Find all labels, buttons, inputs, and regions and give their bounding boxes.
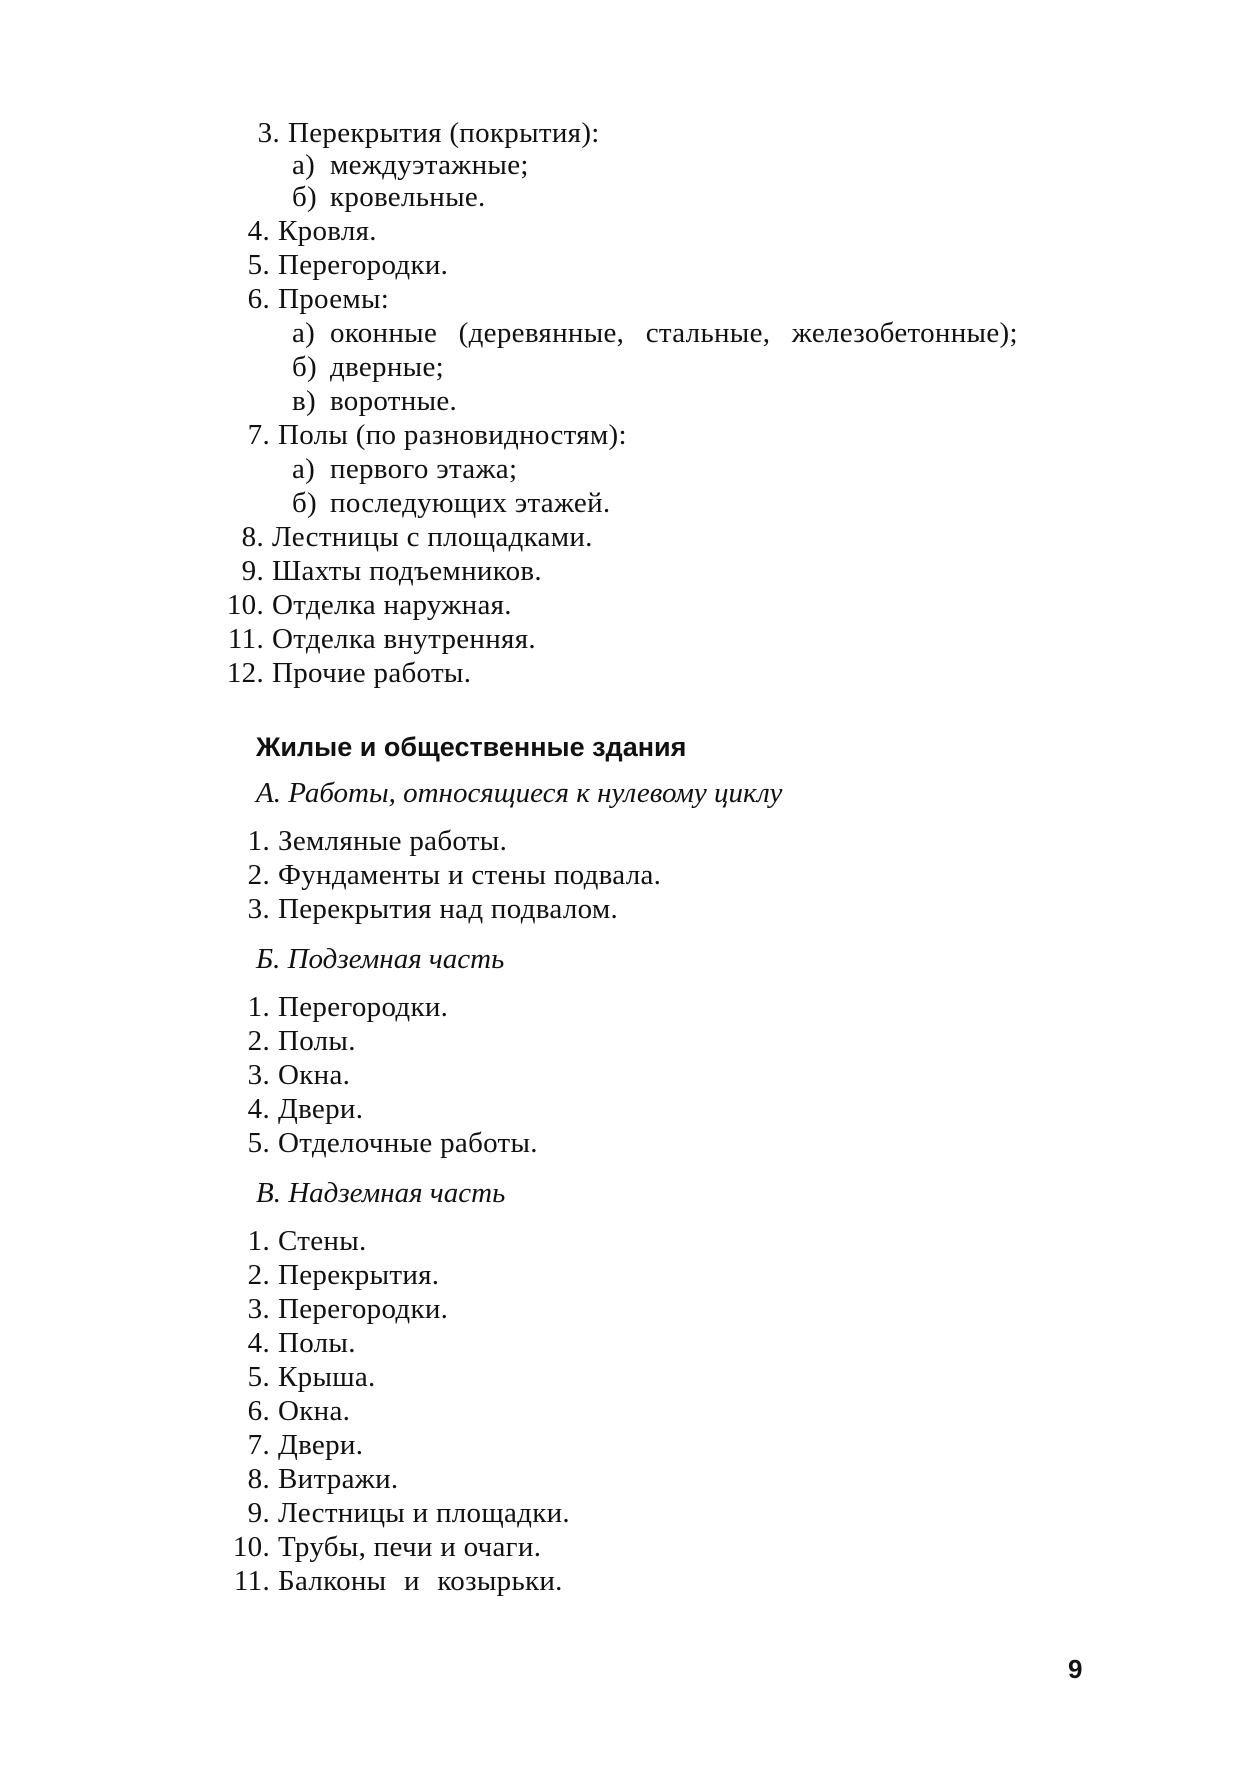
list-item — [216, 588, 916, 622]
item-text: Кровля. — [278, 215, 377, 247]
subitem-marker: в) — [292, 385, 316, 417]
list-item — [222, 1224, 922, 1258]
list-subitem — [292, 350, 992, 384]
item-text: Трубы, печи и очаги. — [278, 1531, 542, 1563]
subitem-text: кровельные. — [330, 181, 486, 213]
list-item — [222, 418, 922, 452]
list-item — [222, 1326, 922, 1360]
item-text: Шахты подъемников. — [272, 555, 542, 587]
subitem-text: последующих этажей. — [330, 487, 611, 519]
group-c-title: В. Надземная часть — [256, 1177, 506, 1209]
item-text: Земляные работы. — [278, 825, 508, 857]
item-text: Окна. — [278, 1059, 351, 1091]
item-number: 1. — [247, 991, 270, 1023]
subitem-marker: а) — [292, 317, 316, 349]
item-number: 1. — [247, 1225, 270, 1257]
item-text: Двери. — [278, 1093, 364, 1125]
section-heading: Жилые и общественные здания — [256, 732, 687, 762]
item-number: 3. — [247, 893, 270, 925]
item-number: 6. — [247, 283, 270, 315]
item-number: 1. — [247, 825, 270, 857]
item-text: Прочие работы. — [272, 657, 472, 689]
item-text: Перекрытия (покрытия): — [288, 117, 600, 149]
item-number: 9. — [247, 1497, 270, 1529]
item-number: 5. — [247, 1361, 270, 1393]
list-item — [222, 858, 922, 892]
list-subitem — [292, 180, 992, 214]
item-number: 7. — [247, 1429, 270, 1461]
item-text: Перегородки. — [278, 991, 449, 1023]
list-subitem — [292, 148, 992, 182]
list-item — [216, 520, 916, 554]
subitem-marker: б) — [292, 351, 318, 383]
list-item — [222, 1126, 922, 1160]
item-number: 2. — [247, 1259, 270, 1291]
subitem-marker: б) — [292, 487, 318, 519]
list-item — [222, 990, 922, 1024]
item-number: 6. — [247, 1395, 270, 1427]
item-text: Перегородки. — [278, 249, 449, 281]
list-item — [222, 282, 922, 316]
list-item — [232, 116, 932, 150]
list-subitem — [292, 452, 992, 486]
list-subitem — [292, 316, 1112, 350]
list-item — [216, 554, 916, 588]
subitem-marker: б) — [292, 181, 318, 213]
item-number: 8. — [247, 1463, 270, 1495]
item-text: Лестницы и площадки. — [278, 1497, 570, 1529]
item-text: Отделка наружная. — [272, 589, 512, 621]
subitem-marker: а) — [292, 149, 316, 181]
item-number: 10. — [226, 589, 264, 621]
item-text: Отделка внутренняя. — [272, 623, 536, 655]
item-number: 11. — [227, 623, 264, 655]
list-item — [222, 824, 922, 858]
list-item — [222, 1024, 922, 1058]
subitem-text: дверные; — [330, 351, 444, 383]
item-text: Фундаменты и стены подвала. — [278, 859, 662, 891]
list-item — [216, 622, 916, 656]
item-text: Полы (по разновидностям): — [278, 419, 627, 451]
list-subitem — [292, 486, 992, 520]
item-text: Витражи. — [278, 1463, 399, 1495]
list-item — [222, 1058, 922, 1092]
item-number: 7. — [247, 419, 270, 451]
list-item — [222, 1564, 922, 1598]
item-number: 8. — [241, 521, 264, 553]
item-text: Полы. — [278, 1327, 356, 1359]
item-text: Окна. — [278, 1395, 351, 1427]
page-number: 9 — [1068, 1654, 1083, 1684]
list-item — [222, 248, 922, 282]
item-number: 4. — [247, 1093, 270, 1125]
list-item — [216, 656, 916, 690]
item-number: 5. — [247, 1127, 270, 1159]
item-text: Стены. — [278, 1225, 367, 1257]
item-number: 5. — [247, 249, 270, 281]
list-item — [222, 1360, 922, 1394]
group-a-title: А. Работы, относящиеся к нулевому циклу — [256, 777, 783, 809]
item-text: Полы. — [278, 1025, 356, 1057]
subitem-text: первого этажа; — [330, 453, 518, 485]
subitem-marker: а) — [292, 453, 316, 485]
list-item — [222, 1428, 922, 1462]
item-text: Отделочные работы. — [278, 1127, 538, 1159]
item-text: Перегородки. — [278, 1293, 449, 1325]
list-subitem — [292, 384, 992, 418]
list-item — [222, 1496, 922, 1530]
list-item — [222, 1394, 922, 1428]
list-item — [222, 1092, 922, 1126]
list-item — [222, 892, 922, 926]
item-text: Балконы и козырьки. — [278, 1565, 563, 1597]
item-number: 3. — [247, 1059, 270, 1091]
list-item — [222, 1462, 922, 1496]
item-number: 3. — [247, 1293, 270, 1325]
item-text: Перекрытия над подвалом. — [278, 893, 619, 925]
group-b-title: Б. Подземная часть — [256, 943, 505, 975]
list-item — [222, 1530, 922, 1564]
item-number: 2. — [247, 859, 270, 891]
item-number: 4. — [247, 1327, 270, 1359]
subitem-text: воротные. — [330, 385, 458, 417]
item-number: 10. — [232, 1531, 270, 1563]
item-number: 4. — [247, 215, 270, 247]
item-text: Лестницы с площадками. — [272, 521, 593, 553]
list-item — [222, 1258, 922, 1292]
list-item — [222, 1292, 922, 1326]
item-number: 2. — [247, 1025, 270, 1057]
subitem-text: междуэтажные; — [330, 149, 529, 181]
item-text: Проемы: — [278, 283, 390, 315]
item-text: Крыша. — [278, 1361, 376, 1393]
item-number: 9. — [241, 555, 264, 587]
item-number: 11. — [233, 1565, 270, 1597]
subitem-text: оконные (деревянные, стальные, железобетонные); — [330, 317, 1018, 349]
item-number: 3. — [257, 117, 280, 149]
item-number: 12. — [226, 657, 264, 689]
list-item — [222, 214, 922, 248]
item-text: Двери. — [278, 1429, 364, 1461]
item-text: Перекрытия. — [278, 1259, 440, 1291]
